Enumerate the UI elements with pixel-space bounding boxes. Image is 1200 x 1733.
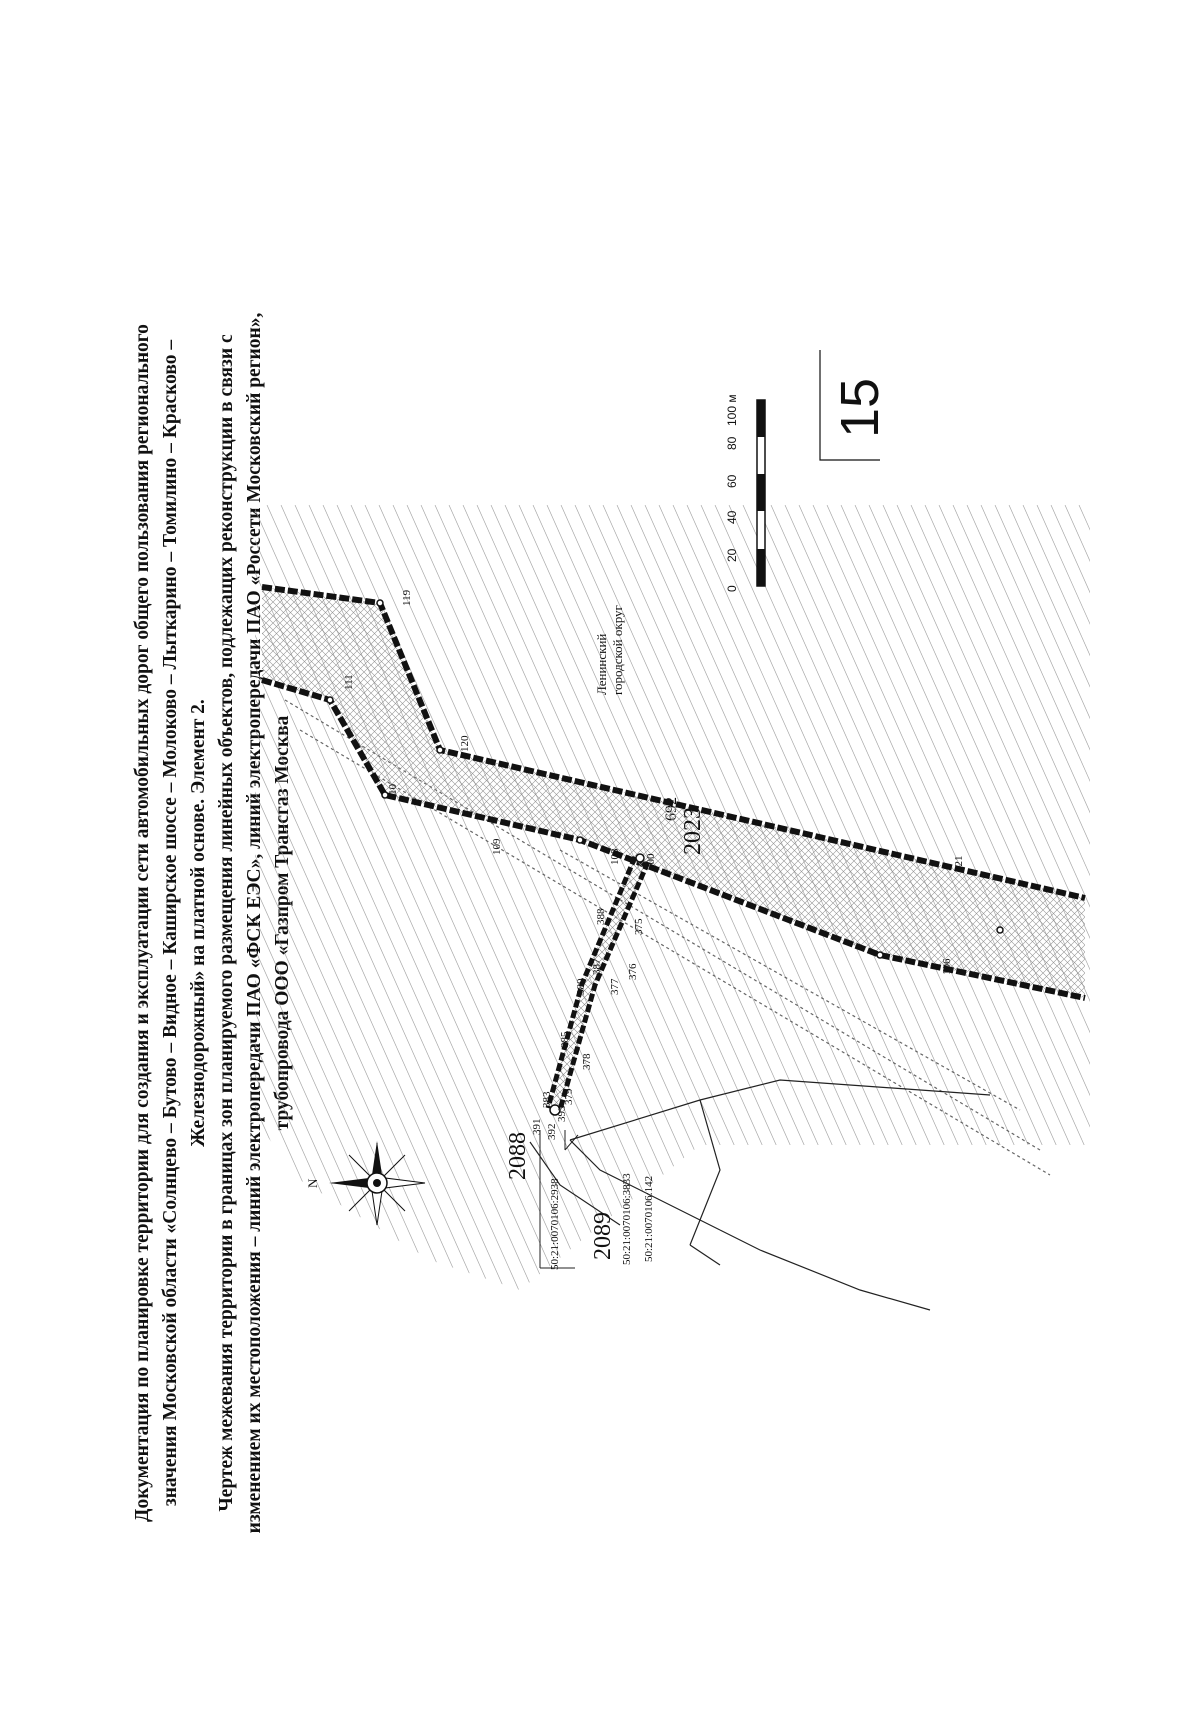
parcel-outline	[530, 1080, 990, 1310]
title-line-1: Документация по планировке территории для создания и эксплуатации сети автомобильных дорог общего пользования регионального	[132, 324, 153, 1522]
north-label: N	[305, 1178, 320, 1188]
point-379: 379	[563, 1088, 575, 1105]
point-110: 110	[387, 783, 399, 800]
title-line-5: изменением их местоположения – линий электропередачи ПАО «ФСК ЕЭС», линий электропередачи ПАО «Россети Московский регион»,	[244, 312, 265, 1534]
point-380: 380	[575, 978, 587, 995]
point-120: 120	[459, 735, 471, 752]
point-300: 300	[645, 853, 657, 870]
point-109: 109	[491, 838, 503, 855]
title-line-4: Чертеж межевания территории в границах зон планируемого размещения линейных объектов, подлежащих реконструкции в связи с	[216, 334, 237, 1512]
scale-tick-60: 60	[725, 474, 739, 488]
point-108: 108	[609, 848, 621, 865]
branch-corridor	[548, 857, 648, 1110]
sheet-number-box	[820, 350, 890, 460]
district-label-line-2: городской округ	[610, 605, 625, 695]
point-378: 378	[581, 1053, 593, 1070]
scale-tick-40: 40	[725, 510, 739, 524]
point-106: 106	[941, 958, 953, 975]
parcel-2023: 2023	[680, 807, 706, 855]
scale-tick-20: 20	[725, 548, 739, 562]
point-391: 391	[531, 1118, 543, 1135]
district-label-line-1: Ленинский	[594, 633, 609, 695]
parcel-2089: 2089	[590, 1212, 616, 1260]
sheet-number: 15	[830, 377, 890, 438]
point-375: 375	[633, 918, 645, 935]
scale-tick-80: 80	[725, 436, 739, 450]
cadastral-number-3: 50:21:0070106:142	[643, 1175, 655, 1262]
scale-tick-0: 0	[725, 585, 739, 592]
parcel-2088: 2088	[505, 1132, 531, 1180]
point-387: 387	[591, 958, 603, 975]
point-385: 385	[559, 1031, 571, 1048]
scale-bar	[725, 394, 765, 592]
point-388: 388	[595, 908, 607, 925]
district-label	[594, 605, 625, 695]
title-line-2: значения Московской области «Солнцево – Бутово – Видное – Каширское шоссе – Молоково – Лыткарино – Томилино – Красково –	[160, 339, 181, 1507]
point-111: 111	[343, 674, 355, 690]
point-119: 119	[401, 589, 413, 606]
title-line-3: Железнодорожный» на платной основе. Элемент 2.	[188, 699, 209, 1147]
cadastral-number-2: 50:21:0070106:3833	[621, 1173, 633, 1265]
cadastral-number-1: 50:21:0070106:2938	[549, 1178, 561, 1270]
point-376: 376	[627, 963, 639, 980]
point-393: 393	[556, 1105, 568, 1122]
point-392: 392	[546, 1123, 558, 1140]
point-383: 383	[541, 1091, 553, 1108]
point-377: 377	[609, 978, 621, 995]
compass-rose-icon	[305, 1141, 425, 1225]
point-121: 121	[953, 855, 965, 872]
title-line-6: трубопровода ООО «Газпром Трансгаз Москва	[272, 715, 293, 1131]
scale-tick-100: 100 м	[725, 394, 739, 426]
